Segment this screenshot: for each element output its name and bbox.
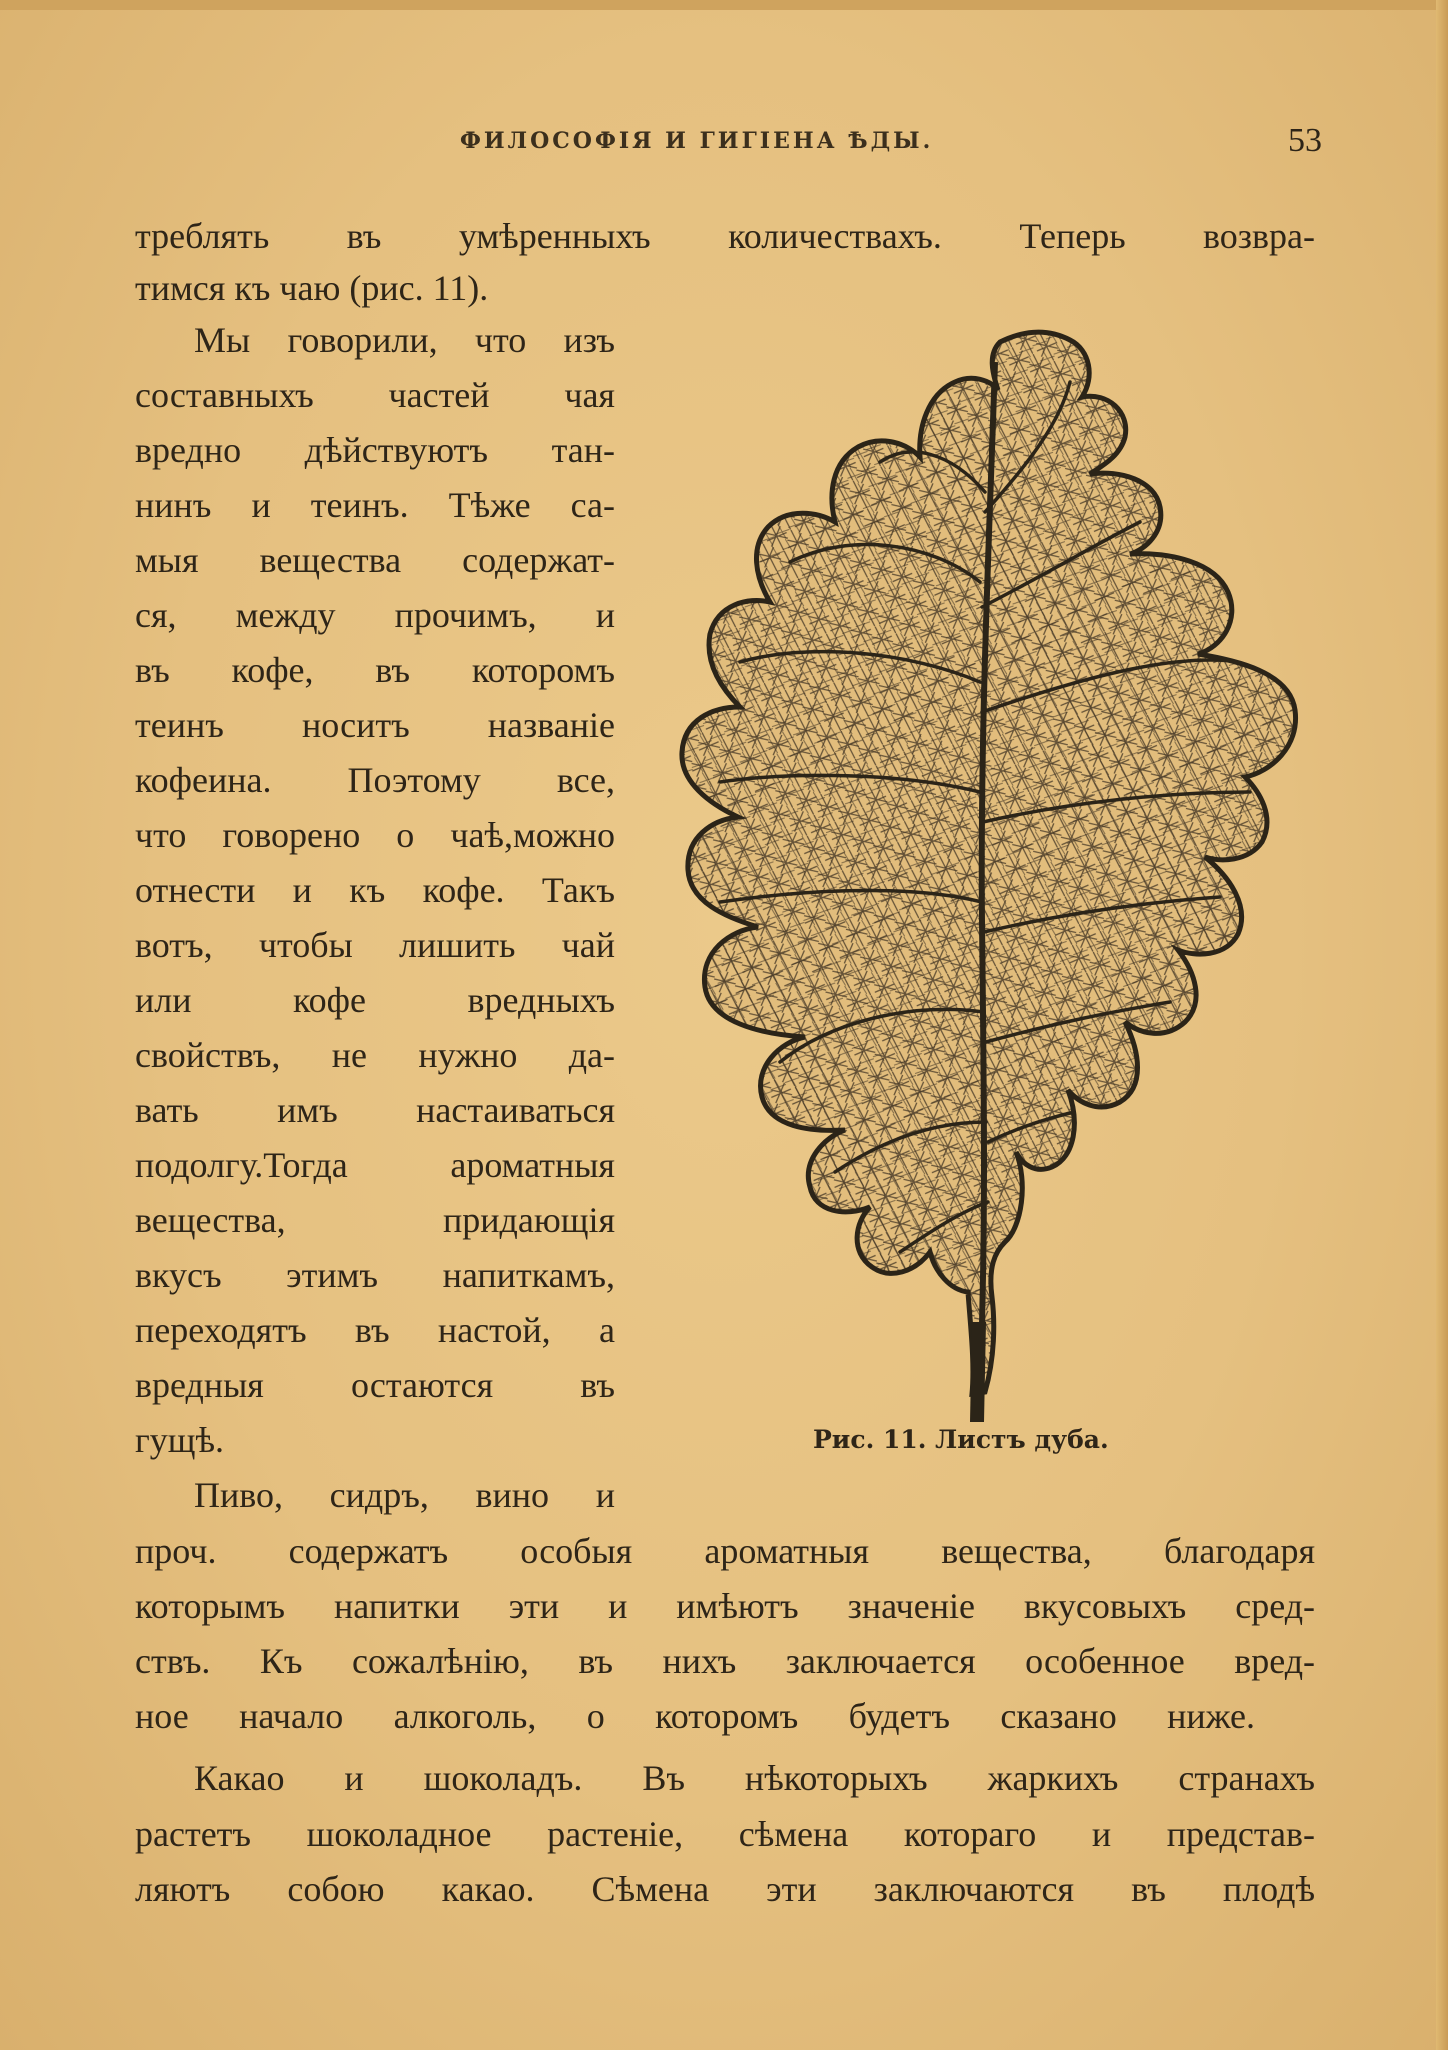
text-line: вотъ, чтобы лишить чай <box>135 925 615 965</box>
text-line: ное начало алкоголь, о которомъ будетъ сказано ниже. <box>135 1696 1255 1736</box>
oak-leaf-illustration-icon <box>650 322 1310 1432</box>
text-line: переходятъ въ настой, а <box>135 1310 615 1350</box>
text-line: ся, между прочимъ, и <box>135 595 615 635</box>
text-line: вкусъ этимъ напиткамъ, <box>135 1255 615 1295</box>
paragraph-first-line: Мы говорили, что изъ <box>194 320 615 360</box>
text-line: мыя вещества содержат- <box>135 540 615 580</box>
text-line: въ кофе, въ которомъ <box>135 650 615 690</box>
text-line: вредно дѣйствуютъ тан- <box>135 430 615 470</box>
oak-leaf-figure <box>650 322 1310 1432</box>
figure-caption: Рис. 11. Листъ дуба. <box>813 1425 1109 1454</box>
text-line: свойствъ, не нужно да- <box>135 1035 615 1075</box>
text-line: ствъ. Къ сожалѣнію, въ нихъ заключается особенное вред- <box>135 1641 1315 1681</box>
running-title: ФИЛОСОФІЯ И ГИГІЕНА ѢДЫ. <box>460 128 934 154</box>
text-line: вать имъ настаиваться <box>135 1090 615 1130</box>
text-line: нинъ и теинъ. Тѣже са- <box>135 485 615 525</box>
text-line: гущѣ. <box>135 1420 225 1460</box>
paragraph-first-line: Пиво, сидръ, вино и <box>194 1475 615 1515</box>
text-line: что говорено о чаѣ,можно <box>135 815 615 855</box>
text-line: составныхъ частей чая <box>135 375 615 415</box>
text-line: теинъ носитъ названіе <box>135 705 615 745</box>
text-line: тимся къ чаю (рис. 11). <box>135 268 489 308</box>
text-line: треблять въ умѣренныхъ количествахъ. Теперь возвра- <box>135 216 1315 256</box>
running-head <box>0 122 1448 162</box>
paragraph-first-line: Какао и шоколадъ. Въ нѣкоторыхъ жаркихъ странахъ <box>194 1758 1315 1798</box>
text-line: проч. содержатъ особыя ароматныя вещества, благодаря <box>135 1531 1315 1571</box>
text-line: подолгу.Тогда ароматныя <box>135 1145 615 1185</box>
text-line: вредныя остаются въ <box>135 1365 615 1405</box>
page-right-edge <box>1436 0 1448 2050</box>
text-line: ляютъ собою какао. Сѣмена эти заключаются въ плодѣ <box>135 1869 1315 1909</box>
text-line: вещества, придающія <box>135 1200 615 1240</box>
text-line: растетъ шоколадное растеніе, сѣмена котораго и представ- <box>135 1814 1315 1854</box>
text-line: кофеина. Поэтому все, <box>135 760 615 800</box>
page-number: 53 <box>1288 122 1322 159</box>
text-line: отнести и къ кофе. Такъ <box>135 870 615 910</box>
text-line: которымъ напитки эти и имѣютъ значеніе вкусовыхъ сред- <box>135 1586 1315 1626</box>
page-top-edge <box>0 0 1448 10</box>
text-line: или кофе вредныхъ <box>135 980 615 1020</box>
